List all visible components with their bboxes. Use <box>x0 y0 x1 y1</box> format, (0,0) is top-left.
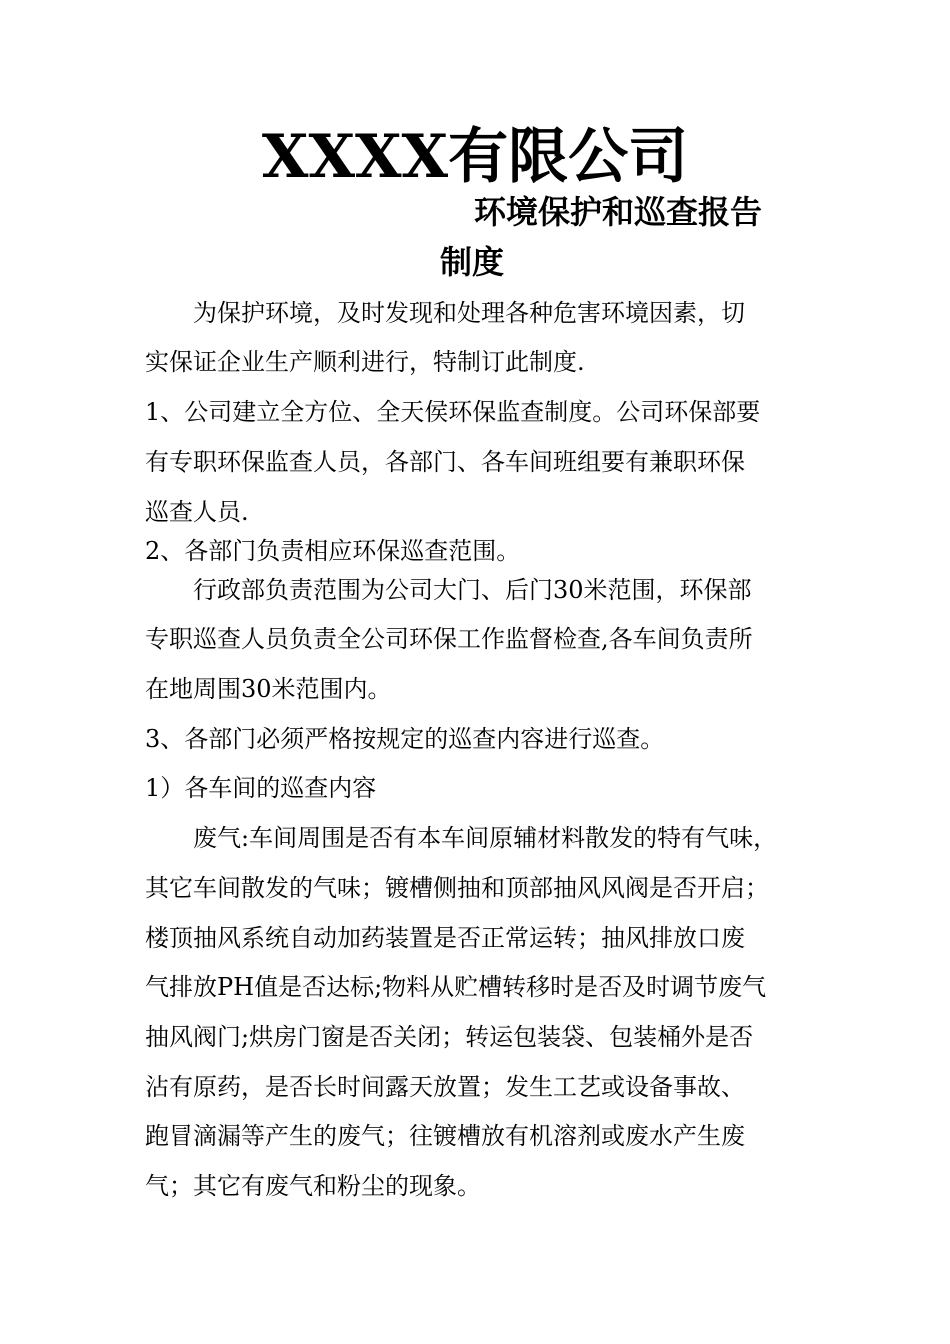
document-subtitle: 环境保护和巡查报告 <box>474 193 763 231</box>
paragraph-line: 3、各部门必须严格按规定的巡查内容进行巡查。 <box>145 725 665 753</box>
paragraph-line: 2、各部门负责相应环保巡查范围。 <box>145 537 521 565</box>
paragraph-line: 其它车间散发的气味；镀槽侧抽和顶部抽风风阀是否开启； <box>145 874 769 902</box>
paragraph-line: 在地周围30米范围内。 <box>145 675 392 703</box>
document-subtitle-continued: 制度 <box>440 243 505 281</box>
paragraph-line: 抽风阀门;烘房门窗是否关闭；转运包装袋、包装桶外是否 <box>145 1023 754 1051</box>
paragraph-line: 为保护环境，及时发现和处理各种危害环境因素，切 <box>193 299 745 327</box>
paragraph-line: 废气:车间周围是否有本车间原辅材料散发的特有气味， <box>193 824 778 852</box>
paragraph-line: 气；其它有废气和粉尘的现象。 <box>145 1172 481 1200</box>
paragraph-line: 楼顶抽风系统自动加药装置是否正常运转；抽风排放口废 <box>145 924 745 952</box>
paragraph-line: 1、公司建立全方位、全天侯环保监查制度。公司环保部要 <box>145 398 761 426</box>
paragraph-line: 行政部负责范围为公司大门、后门30米范围，环保部 <box>193 576 752 604</box>
paragraph-line: 气排放PH值是否达标;物料从贮槽转移时是否及时调节废气 <box>145 973 767 1001</box>
document-title: XXXX有限公司 <box>261 122 689 192</box>
paragraph-line: 1）各车间的巡查内容 <box>145 774 377 802</box>
paragraph-line: 有专职环保监查人员，各部门、各车间班组要有兼职环保 <box>145 448 745 476</box>
paragraph-line: 实保证企业生产顺利进行，特制订此制度. <box>145 348 585 376</box>
paragraph-line: 专职巡查人员负责全公司环保工作监督检查,各车间负责所 <box>145 625 753 653</box>
paragraph-line: 巡查人员. <box>145 498 249 526</box>
paragraph-line: 跑冒滴漏等产生的废气；往镀槽放有机溶剂或废水产生废 <box>145 1122 745 1150</box>
paragraph-line: 沾有原药，是否长时间露天放置；发生工艺或设备事故、 <box>145 1073 745 1101</box>
